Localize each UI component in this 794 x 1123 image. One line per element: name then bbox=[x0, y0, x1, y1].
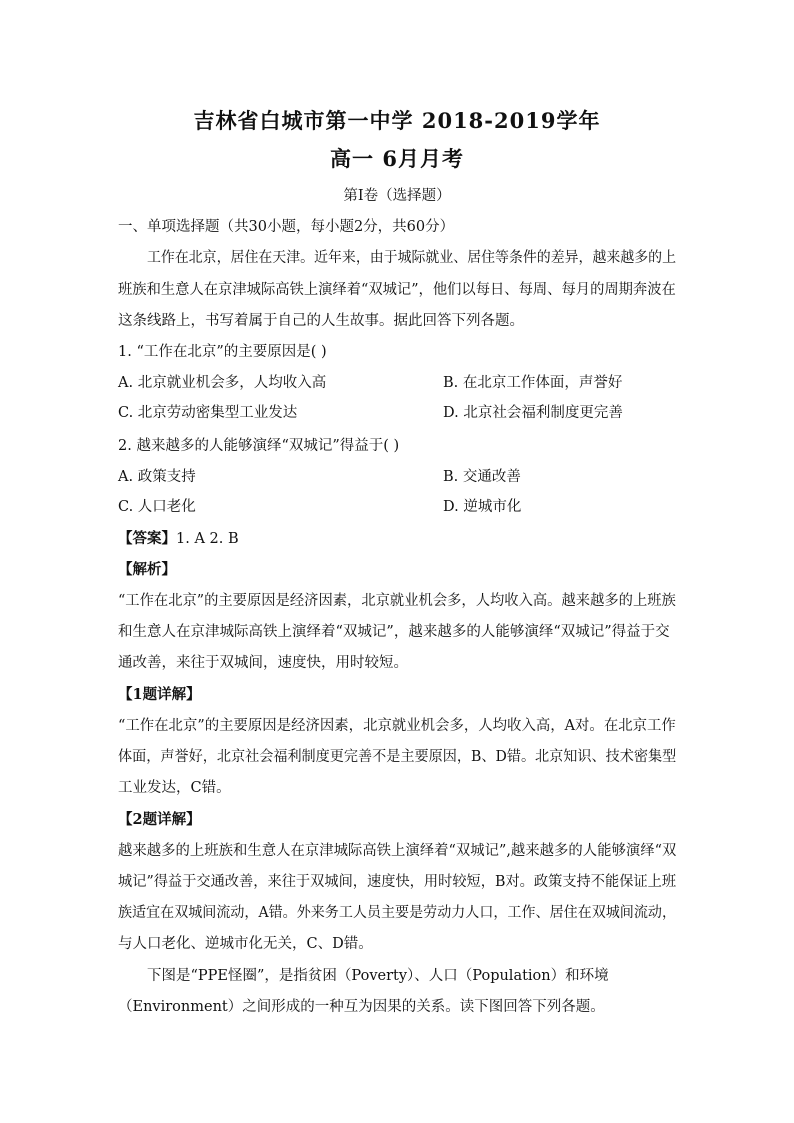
question1-option-b: B. 在北京工作体面，声誉好 bbox=[443, 375, 623, 391]
analysis-label: 【解析】 bbox=[118, 561, 176, 578]
section-heading: 一、单项选择题（共30小题，每小题2分，共60分） bbox=[118, 219, 455, 235]
question1-option-d: D. 北京社会福利制度更完善 bbox=[443, 405, 623, 421]
passage2-line2: （Environment）之间形成的一种互为因果的关系。读下图回答下列各题。 bbox=[118, 999, 605, 1015]
volume-label: 第Ⅰ卷（选择题） bbox=[343, 188, 451, 204]
passage1-line3: 这条线路上，书写着属于自己的人生故事。据此回答下列各题。 bbox=[118, 313, 524, 329]
document-title-line1: 吉林省白城市第一中学 2018-2019学年 bbox=[193, 108, 601, 133]
question2-option-b: B. 交通改善 bbox=[443, 469, 521, 485]
passage1-line2: 班族和生意人在京津城际高铁上演绎着“双城记”，他们以每日、每周、每月的周期奔波在 bbox=[118, 282, 676, 298]
analysis-line1: “工作在北京”的主要原因是经济因素，北京就业机会多，人均收入高。越来越多的上班族 bbox=[118, 593, 676, 609]
answer-label: 【答案】 bbox=[118, 530, 176, 547]
question1-stem: 1. “工作在北京”的主要原因是( ) bbox=[118, 344, 327, 360]
detail2-line2: 城记”得益于交通改善，来往于双城间，速度快，用时较短，B对。政策支持不能保证上班 bbox=[118, 874, 677, 890]
question2-stem: 2. 越来越多的人能够演绎“双城记”得益于( ) bbox=[118, 438, 400, 454]
document-title-line2: 高一 6月月考 bbox=[330, 146, 464, 171]
detail2-line1: 越来越多的上班族和生意人在京津城际高铁上演绎着“双城记”,越来越多的人能够演绎“双 bbox=[118, 843, 677, 859]
question2-option-d: D. 逆城市化 bbox=[443, 499, 522, 515]
detail2-line4: 与人口老化、逆城市化无关，C、D错。 bbox=[118, 936, 373, 952]
detail1-line2: 体面，声誉好，北京社会福利制度更完善不是主要原因，B、D错。北京知识、技术密集型 bbox=[118, 749, 677, 765]
question1-option-c: C. 北京劳动密集型工业发达 bbox=[118, 405, 298, 421]
passage1-line1: 工作在北京，居住在天津。近年来，由于城际就业、居住等条件的差异，越来越多的上 bbox=[147, 250, 677, 266]
analysis-line2: 和生意人在京津城际高铁上演绎着“双城记”，越来越多的人能够演绎“双城记”得益于交 bbox=[118, 624, 670, 640]
question2-option-a: A. 政策支持 bbox=[118, 469, 196, 485]
question2-option-c: C. 人口老化 bbox=[118, 499, 196, 515]
passage2-line1: 下图是“PPE怪圈”，是指贫困（Poverty）、人口（Population）和环境 bbox=[147, 968, 609, 984]
answer-line bbox=[118, 529, 239, 549]
detail1-line3: 工业发达，C错。 bbox=[118, 780, 231, 796]
analysis-line3: 通改善，来往于双城间，速度快，用时较短。 bbox=[118, 655, 408, 671]
detail1-line1: “工作在北京”的主要原因是经济因素，北京就业机会多，人均收入高，A对。在北京工作 bbox=[118, 718, 676, 734]
detail2-label: 【2题详解】 bbox=[118, 811, 201, 828]
detail2-line3: 族适宜在双城间流动，A错。外来务工人员主要是劳动力人口，工作、居住在双城间流动， bbox=[118, 905, 676, 921]
answer-text: 1. A 2. B bbox=[176, 531, 239, 547]
detail1-label: 【1题详解】 bbox=[118, 686, 201, 703]
question1-option-a: A. 北京就业机会多，人均收入高 bbox=[118, 375, 327, 391]
